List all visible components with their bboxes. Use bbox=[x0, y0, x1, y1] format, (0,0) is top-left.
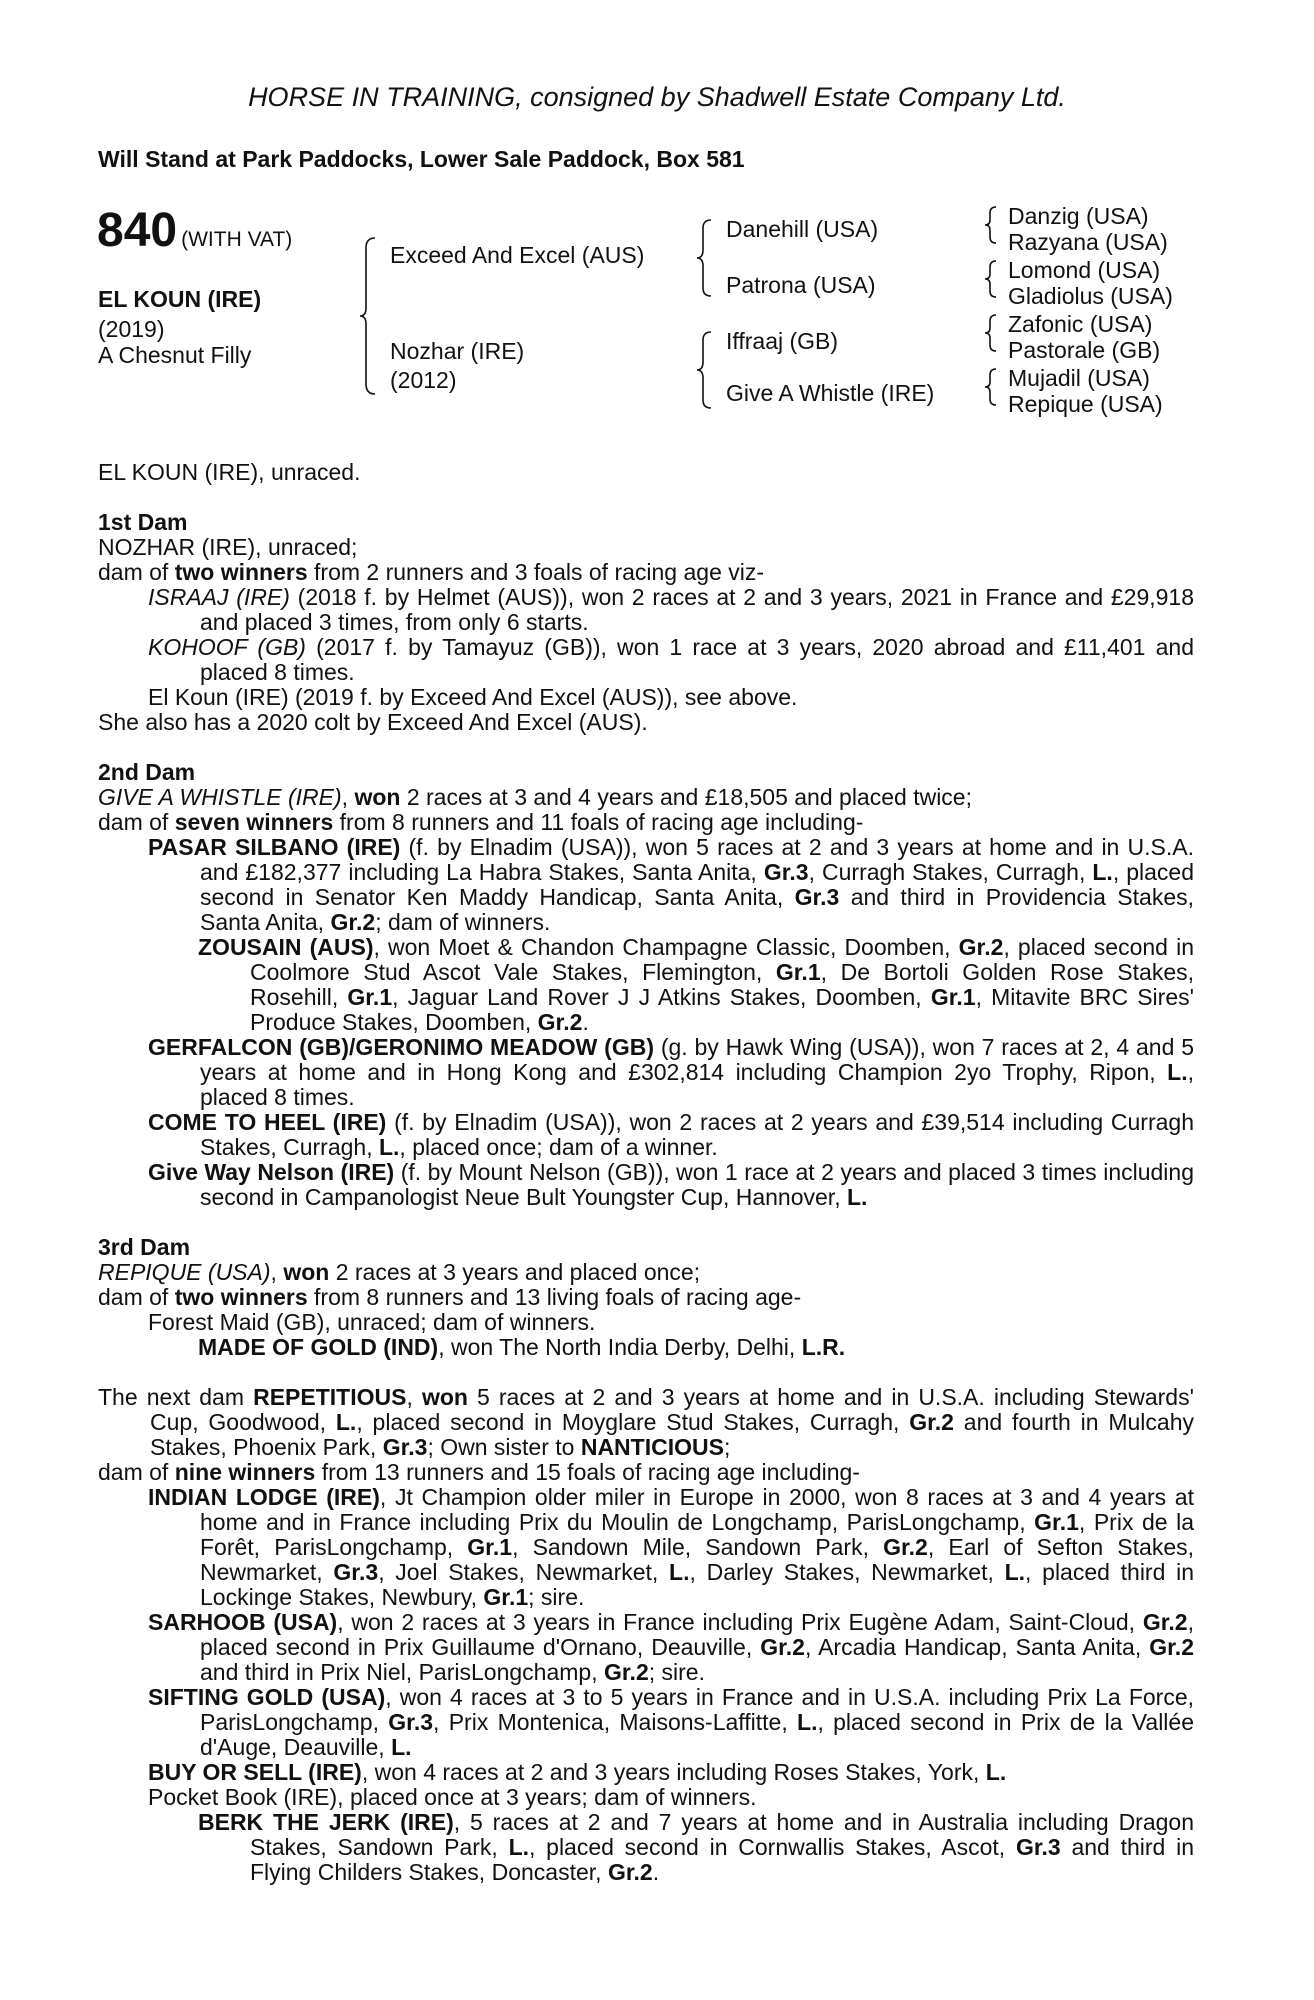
pedigree-g4-2: Razyana (USA) bbox=[1008, 229, 1168, 255]
grand-progeny-entry: ZOUSAIN (AUS), won Moet & Chandon Champagne Classic, Doomben, Gr.2, placed second in Coolmore Stud Ascot Vale Stakes, Flemington, Gr.1, De Bortoli Golden Rose Stakes, Rosehill, Gr.1, Jaguar Land Rover J J Atkins Stakes, Doomben, Gr.1, Mitavite BRC Sires' Produce Stakes, Doomben, Gr.2. bbox=[198, 934, 1195, 1035]
progeny-entry: GERFALCON (GB)/GERONIMO MEADOW (GB) (g. by Hawk Wing (USA)), won 7 races at 2, 4 and 5 years at home and in Hong Kong and £302,814 including Champion 2yo Trophy, Ripon, L., placed 8 times. bbox=[148, 1034, 1194, 1110]
pedigree-dam: Nozhar (IRE) bbox=[390, 338, 525, 364]
horse-description: A Chesnut Filly bbox=[98, 342, 252, 368]
pedigree-g4-4: Gladiolus (USA) bbox=[1008, 283, 1173, 309]
third-dam-heading: 3rd Dam bbox=[98, 1234, 191, 1260]
pedigree-sire: Exceed And Excel (AUS) bbox=[390, 242, 645, 268]
progeny-entry: El Koun (IRE) (2019 f. by Exceed And Excel (AUS)), see above. bbox=[148, 684, 798, 710]
third-dam-summary: dam of two winners from 8 runners and 13 living foals of racing age- bbox=[98, 1284, 802, 1310]
pedigree-g4-7: Mujadil (USA) bbox=[1008, 365, 1150, 391]
lot-block bbox=[97, 203, 292, 258]
progeny-entry: BUY OR SELL (IRE), won 4 races at 2 and 3 years including Roses Stakes, York, L. bbox=[148, 1759, 1007, 1785]
first-dam-note: She also has a 2020 colt by Exceed And Excel (AUS). bbox=[98, 709, 648, 735]
lot-number: 840 bbox=[97, 204, 178, 257]
pedigree-bracket-g4-1 bbox=[984, 205, 1000, 245]
pedigree-bracket-main bbox=[360, 236, 380, 396]
pedigree-bracket-dam bbox=[697, 330, 717, 410]
second-dam-line: GIVE A WHISTLE (IRE), won 2 races at 3 and 4 years and £18,505 and placed twice; bbox=[98, 784, 972, 810]
grand-progeny-entry: BERK THE JERK (IRE), 5 races at 2 and 7 years at home and in Australia including Dragon Stakes, Sandown Park, L., placed second in Cornwallis Stakes, Ascot, Gr.3 and third in Flying Childers Stakes, Doncaster, Gr.2. bbox=[198, 1809, 1194, 1885]
second-dam-heading: 2nd Dam bbox=[98, 759, 196, 785]
third-dam-line: REPIQUE (USA), won 2 races at 3 years and placed once; bbox=[98, 1259, 701, 1285]
pedigree-g4-3: Lomond (USA) bbox=[1008, 257, 1161, 283]
stand-location: Will Stand at Park Paddocks, Lower Sale Paddock, Box 581 bbox=[98, 146, 745, 172]
first-dam-summary: dam of two winners from 2 runners and 3 foals of racing age viz- bbox=[98, 559, 765, 585]
pedigree-dam-dam: Give A Whistle (IRE) bbox=[726, 380, 935, 406]
horse-year: (2019) bbox=[98, 316, 165, 342]
progeny-entry: ISRAAJ (IRE) (2018 f. by Helmet (AUS)), won 2 races at 2 and 3 years, 2021 in France and £29,918 and placed 3 times, from only 6 starts. bbox=[148, 584, 1194, 635]
progeny-entry: Pocket Book (IRE), placed once at 3 years; dam of winners. bbox=[148, 1784, 757, 1810]
pedigree-bracket-sire bbox=[697, 218, 717, 298]
pedigree-dam-year: (2012) bbox=[390, 367, 457, 393]
first-dam-line: NOZHAR (IRE), unraced; bbox=[98, 534, 358, 560]
next-dam-line: The next dam REPETITIOUS, won 5 races at 2 and 3 years at home and in U.S.A. including Stewards' Cup, Goodwood, L., placed second in Moyglare Stud Stakes, Curragh, Gr.2 and fourth in Mulcahy Stakes, Phoenix Park, Gr.3; Own sister to NANTICIOUS; bbox=[98, 1384, 1194, 1460]
catalogue-body bbox=[98, 460, 1194, 1885]
pedigree-dam-sire: Iffraaj (GB) bbox=[726, 328, 839, 354]
page-title: HORSE IN TRAINING, consigned by Shadwell Estate Company Ltd. bbox=[248, 82, 1066, 112]
progeny-entry: COME TO HEEL (IRE) (f. by Elnadim (USA)), won 2 races at 2 years and £39,514 including Curragh Stakes, Curragh, L., placed once; dam of a winner. bbox=[148, 1109, 1194, 1160]
pedigree-sire-sire: Danehill (USA) bbox=[726, 216, 879, 242]
progeny-entry: SARHOOB (USA), won 2 races at 3 years in France including Prix Eugène Adam, Saint-Cloud, Gr.2, placed second in Prix Guillaume d'Ornano, Deauville, Gr.2, Arcadia Handicap, Santa Anita, Gr.2 and third in Prix Niel, ParisLongchamp, Gr.2; sire. bbox=[148, 1609, 1194, 1685]
intro-line: EL KOUN (IRE), unraced. bbox=[98, 459, 361, 485]
pedigree-g4-1: Danzig (USA) bbox=[1008, 203, 1149, 229]
pedigree-bracket-g4-4 bbox=[984, 367, 1000, 407]
progeny-entry: SIFTING GOLD (USA), won 4 races at 3 to 5 years in France and in U.S.A. including Prix La Force, ParisLongchamp, Gr.3, Prix Montenica, Maisons-Laffitte, L., placed second in Prix de la Vallée d'Auge, Deauville, L. bbox=[148, 1684, 1194, 1760]
pedigree-bracket-g4-3 bbox=[984, 313, 1000, 353]
progeny-entry: Forest Maid (GB), unraced; dam of winners. bbox=[148, 1309, 596, 1335]
progeny-entry: PASAR SILBANO (IRE) (f. by Elnadim (USA)), won 5 races at 2 and 3 years at home and in U.S.A. and £182,377 including La Habra Stakes, Santa Anita, Gr.3, Curragh Stakes, Curragh, L., placed second in Senator Ken Maddy Handicap, Santa Anita, Gr.3 and third in Providencia Stakes, Santa Anita, Gr.2; dam of winners. bbox=[148, 834, 1195, 935]
vat-note: (WITH VAT) bbox=[181, 228, 293, 251]
pedigree-bracket-g4-2 bbox=[984, 259, 1000, 299]
next-dam-summary: dam of nine winners from 13 runners and 15 foals of racing age including- bbox=[98, 1459, 860, 1485]
grand-progeny-entry: MADE OF GOLD (IND), won The North India Derby, Delhi, L.R. bbox=[198, 1334, 846, 1360]
pedigree-g4-6: Pastorale (GB) bbox=[1008, 337, 1161, 363]
progeny-entry: Give Way Nelson (IRE) (f. by Mount Nelson (GB)), won 1 race at 2 years and placed 3 times including second in Campanologist Neue Bult Youngster Cup, Hannover, L. bbox=[148, 1159, 1194, 1210]
pedigree-g4-5: Zafonic (USA) bbox=[1008, 311, 1153, 337]
pedigree-sire-dam: Patrona (USA) bbox=[726, 272, 876, 298]
pedigree-g4-8: Repique (USA) bbox=[1008, 391, 1163, 417]
progeny-entry: INDIAN LODGE (IRE), Jt Champion older miler in Europe in 2000, won 8 races at 3 and 4 years at home and in France including Prix du Moulin de Longchamp, ParisLongchamp, Gr.1, Prix de la Forêt, ParisLongchamp, Gr.1, Sandown Mile, Sandown Park, Gr.2, Earl of Sefton Stakes, Newmarket, Gr.3, Joel Stakes, Newmarket, L., Darley Stakes, Newmarket, L., placed third in Lockinge Stakes, Newbury, Gr.1; sire. bbox=[148, 1484, 1195, 1610]
progeny-entry: KOHOOF (GB) (2017 f. by Tamayuz (GB)), won 1 race at 3 years, 2020 abroad and £11,401 and placed 8 times. bbox=[148, 634, 1194, 685]
first-dam-heading: 1st Dam bbox=[98, 509, 188, 535]
second-dam-summary: dam of seven winners from 8 runners and 11 foals of racing age including- bbox=[98, 809, 864, 835]
horse-name: EL KOUN (IRE) bbox=[98, 286, 262, 312]
